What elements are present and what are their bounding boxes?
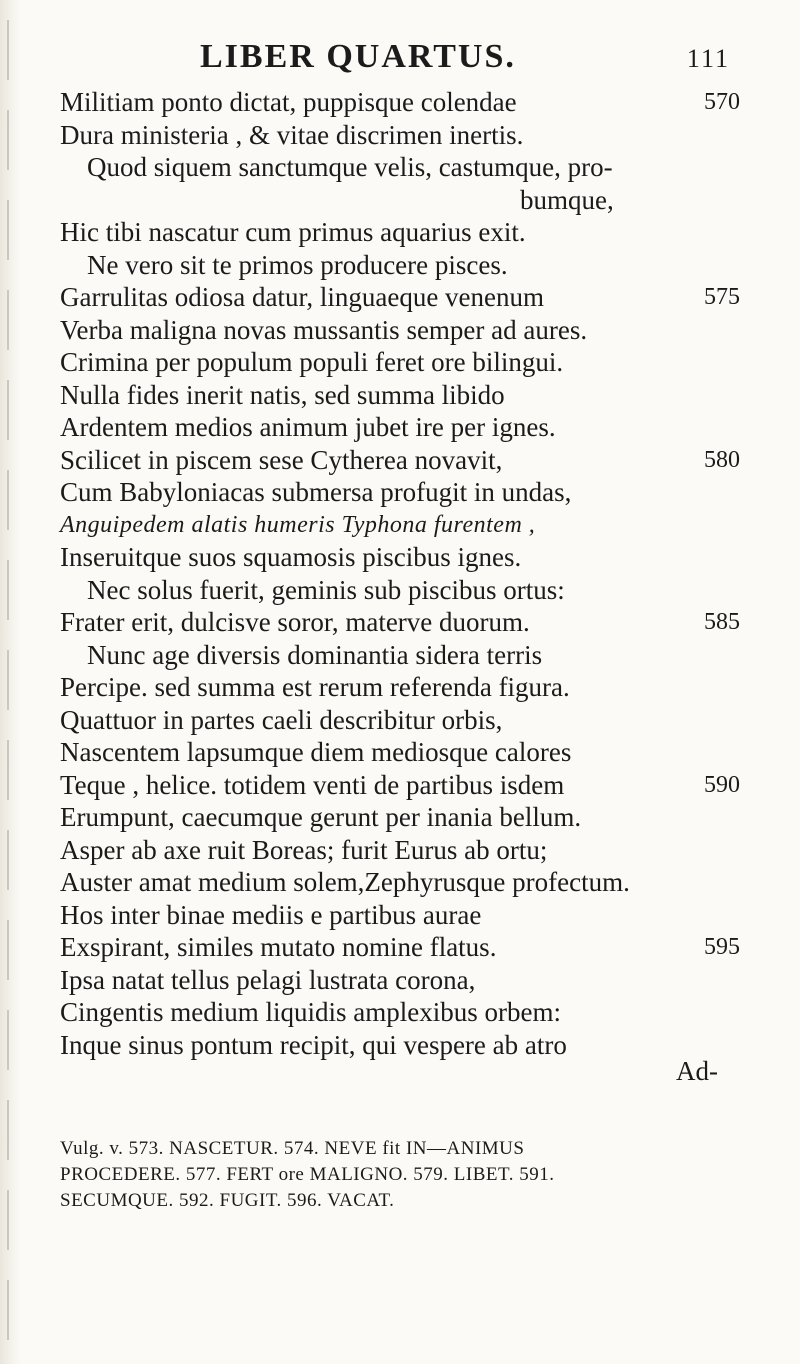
verse-line	[0, 671, 800, 704]
verse-line	[0, 411, 800, 444]
page-number: 111	[686, 44, 730, 73]
verse-text: Ipsa natat tellus pelagi lustrata corona,	[60, 964, 476, 995]
verse-text: Nulla fides inerit natis, sed summa libido	[60, 379, 505, 410]
verse-block	[0, 86, 800, 1061]
verse-text: Cum Babyloniacas submersa profugit in undas,	[60, 477, 572, 507]
verse-text: Erumpunt, caecumque gerunt per inania bellum.	[60, 802, 582, 832]
catchword: Ad-	[676, 1056, 718, 1086]
verse-text: Ne vero sit te primos producere pisces.	[87, 249, 508, 280]
line-number: 580	[704, 446, 740, 473]
line-number: 590	[704, 771, 740, 798]
verse-line	[0, 834, 800, 867]
verse-text: Hos inter binae mediis e partibus aurae	[60, 899, 482, 930]
verse-line	[0, 736, 800, 769]
verse-text: Teque , helice. totidem venti de partibus isdem	[60, 769, 565, 800]
note-line: PROCEDERE. 577. FERT ore MALIGNO. 579. LIBET. 591.	[60, 1164, 555, 1185]
verse-text: bumque,	[520, 184, 614, 215]
verse-line	[0, 509, 800, 542]
note-line: Vulg. v. 573. NASCETUR. 574. NEVE fit IN—ANIMUS	[60, 1138, 525, 1159]
verse-line	[0, 216, 800, 249]
verse-text: Exspirant, similes mutato nomine flatus.	[60, 932, 497, 962]
verse-line	[0, 769, 800, 802]
verse-line	[0, 931, 800, 964]
verse-line	[0, 996, 800, 1029]
verse-text: Quod siquem sanctumque velis, castumque, pro-	[87, 152, 613, 182]
verse-line	[0, 444, 800, 477]
verse-text: Quattuor in partes caeli describitur orbis,	[60, 704, 503, 735]
verse-line	[0, 346, 800, 379]
verse-line	[0, 801, 800, 834]
verse-line	[0, 379, 800, 412]
verse-line	[0, 541, 800, 574]
verse-text: Militiam ponto dictat, puppisque colendae	[60, 87, 517, 117]
verse-text: Nunc age diversis dominantia sidera terris	[87, 639, 543, 670]
verse-line	[0, 281, 800, 314]
verse-line	[0, 119, 800, 152]
verse-line	[0, 704, 800, 737]
verse-text: Nascentem lapsumque diem mediosque calores	[60, 737, 572, 767]
verse-text: Dura ministeria , & vitae discrimen inertis.	[60, 119, 524, 150]
verse-text: Nec solus fuerit, geminis sub piscibus ortus:	[87, 574, 565, 605]
verse-text: Cingentis medium liquidis amplexibus orbem:	[60, 997, 561, 1027]
verse-text: Crimina per populum populi feret ore bilingui.	[60, 347, 564, 377]
line-number: 575	[704, 284, 740, 310]
verse-text: Scilicet in piscem sese Cytherea novavit,	[60, 444, 503, 475]
verse-text: Verba maligna novas mussantis semper ad aures.	[60, 314, 588, 345]
running-title: LIBER QUARTUS.	[200, 38, 516, 75]
verse-line	[0, 476, 800, 509]
verse-line	[0, 151, 800, 184]
verse-text: Frater erit, dulcisve soror, materve duorum.	[60, 607, 530, 637]
verse-text-italic: Anguipedem alatis humeris Typhona furentem ,	[60, 511, 536, 538]
verse-line	[0, 249, 800, 282]
note-line: SECUMQUE. 592. FUGIT. 596. VACAT.	[60, 1190, 395, 1211]
verse-text: Hic tibi nascatur cum primus aquarius exit.	[60, 217, 526, 247]
verse-line	[0, 184, 800, 217]
line-number: 595	[704, 934, 740, 960]
verse-line	[0, 574, 800, 607]
verse-text: Inque sinus pontum recipit, qui vespere ab atro	[60, 1029, 567, 1060]
verse-text: Asper ab axe ruit Boreas; furit Eurus ab ortu;	[60, 834, 548, 865]
verse-text: Percipe. sed summa est rerum referenda figura.	[60, 672, 570, 702]
verse-line	[0, 86, 800, 119]
verse-line	[0, 866, 800, 899]
verse-line	[0, 606, 800, 639]
variant-notes	[60, 1136, 750, 1214]
line-number: 585	[704, 609, 740, 635]
verse-line	[0, 639, 800, 672]
verse-text: Auster amat medium solem,Zephyrusque profectum.	[60, 867, 630, 897]
verse-text: Ardentem medios animum jubet ire per ignes.	[60, 412, 556, 442]
page-header	[0, 38, 800, 78]
verse-text: Inseruitque suos squamosis piscibus ignes.	[60, 542, 522, 572]
verse-line	[0, 899, 800, 932]
line-number: 570	[704, 89, 740, 115]
verse-line	[0, 964, 800, 997]
verse-line	[0, 314, 800, 347]
verse-text: Garrulitas odiosa datur, linguaeque venenum	[60, 282, 545, 312]
